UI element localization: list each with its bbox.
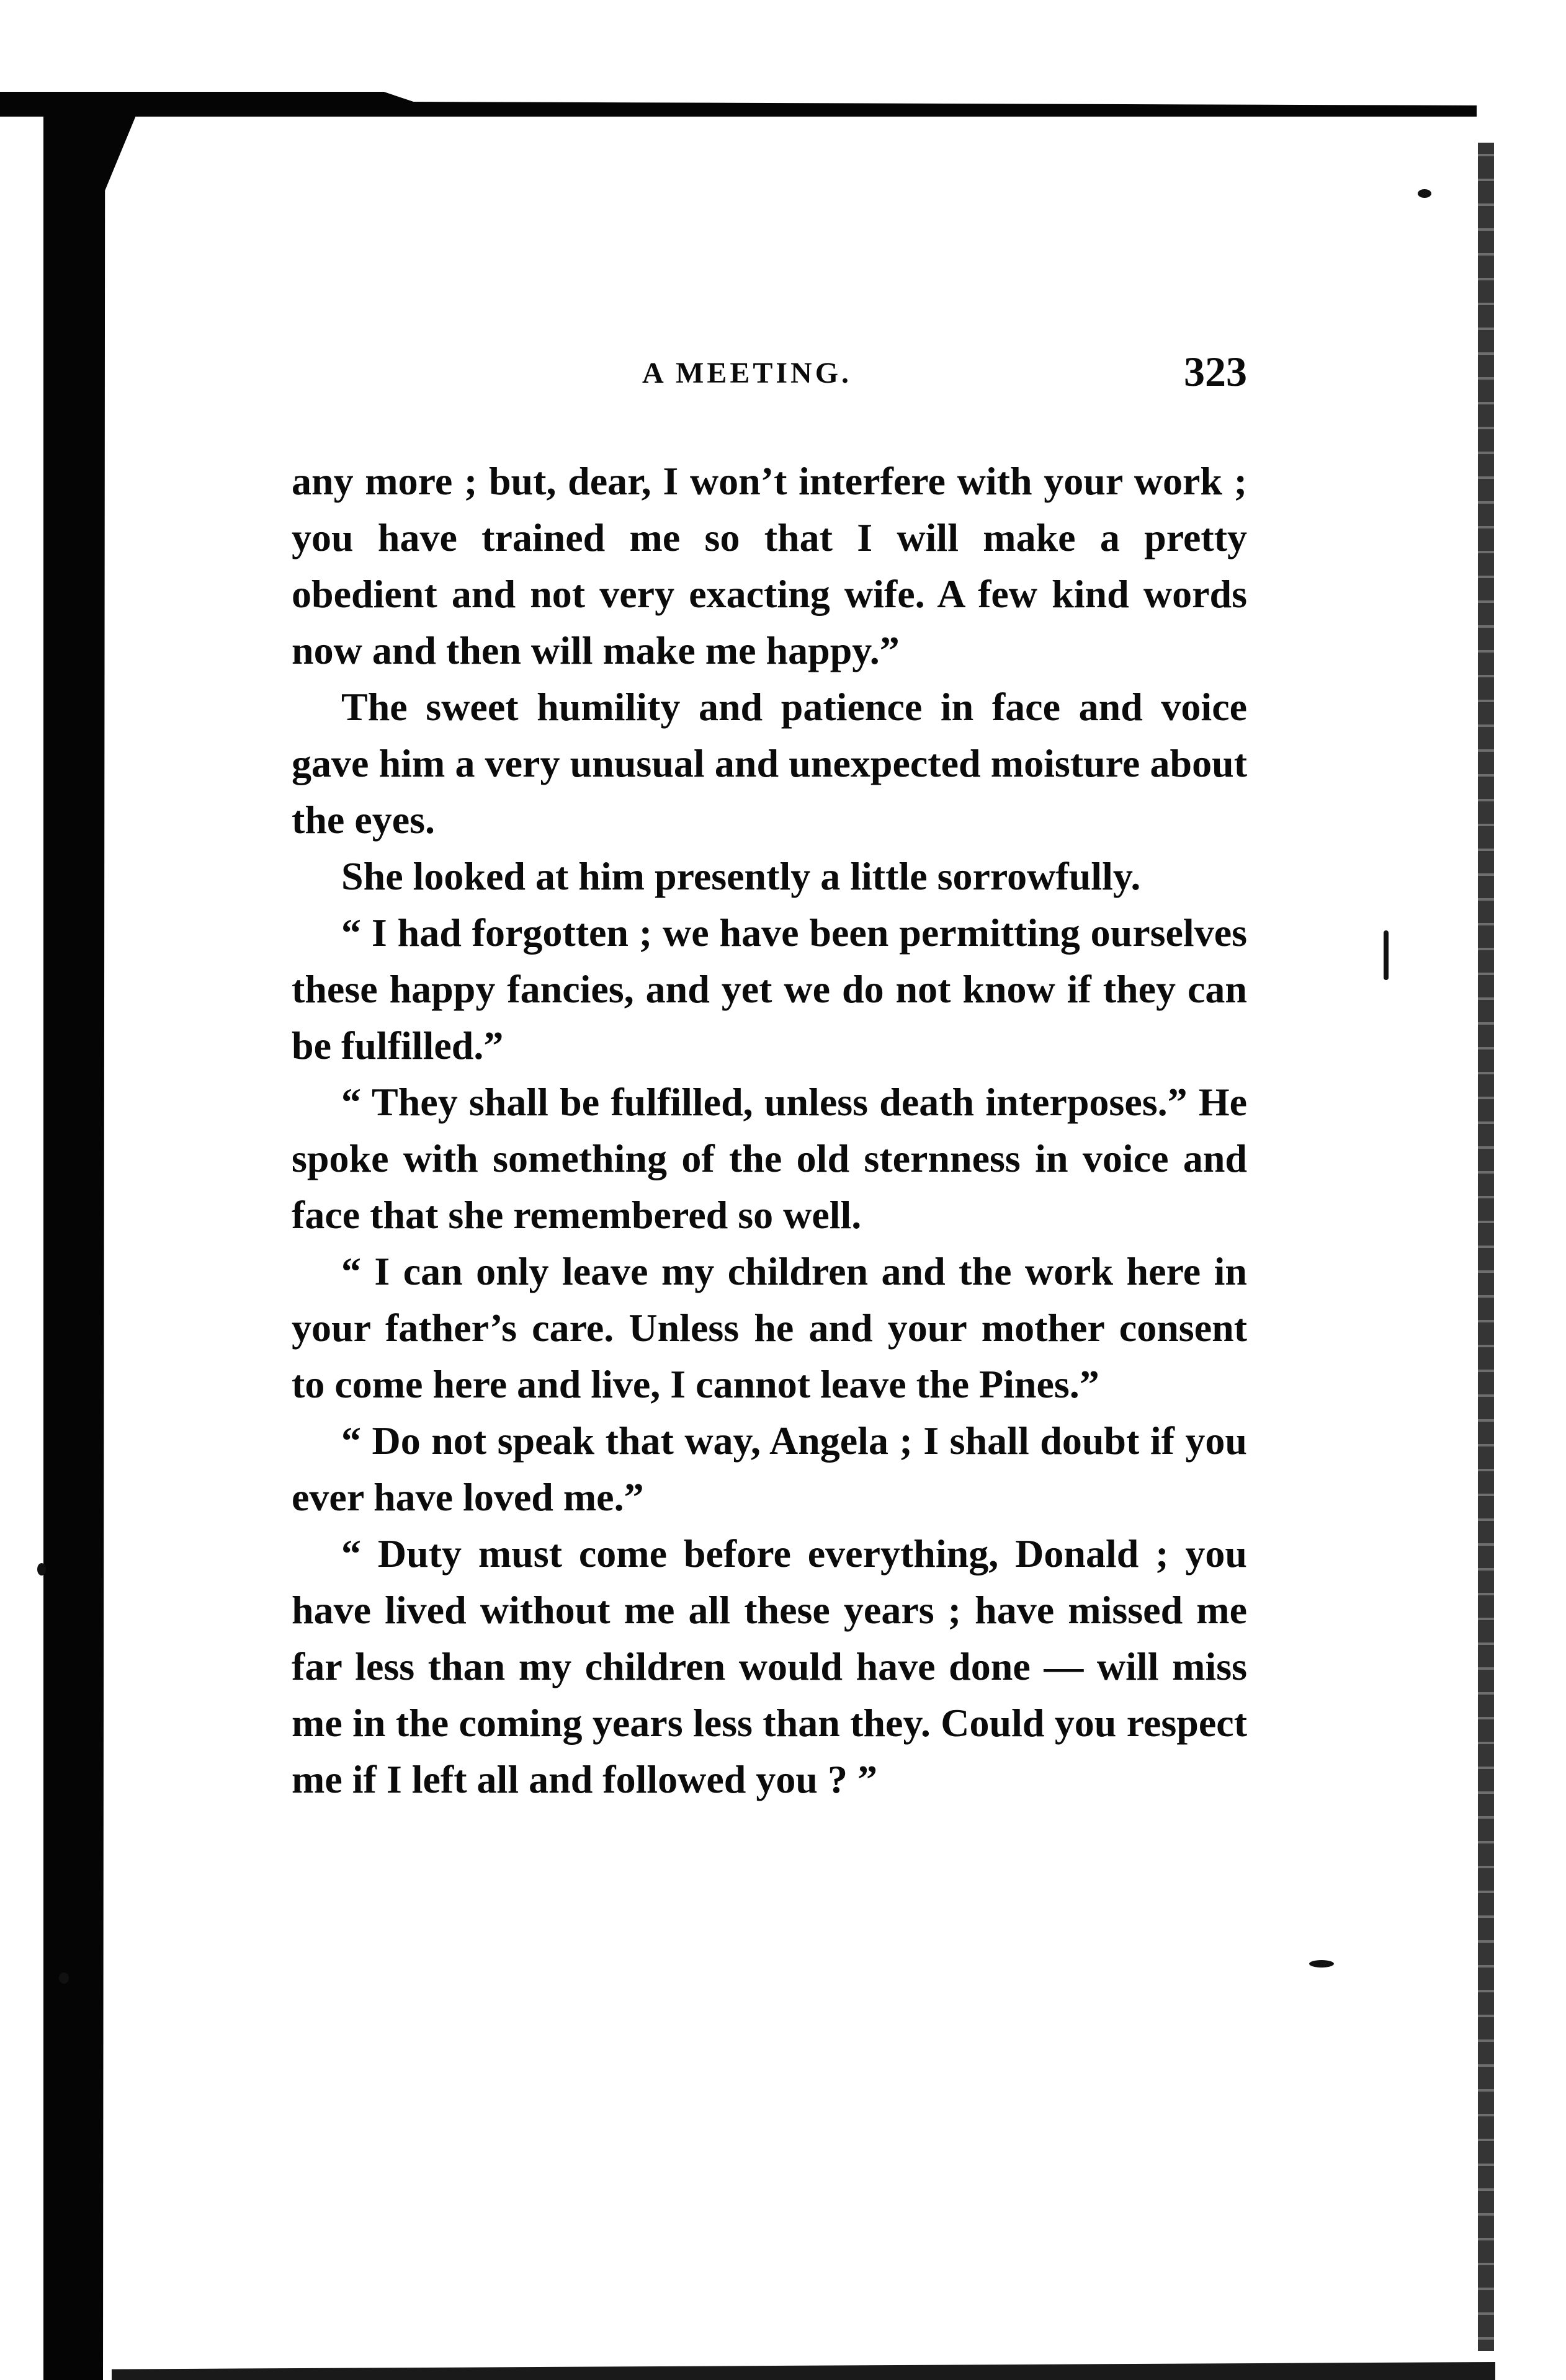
scan-border-top bbox=[0, 92, 1477, 117]
scan-speck bbox=[37, 1563, 46, 1576]
scan-speck bbox=[1309, 1960, 1334, 1968]
running-title: A MEETING. bbox=[642, 357, 852, 390]
scan-border-bottom bbox=[112, 2362, 1495, 2380]
paragraph: The sweet humility and patience in face and voice gave him a very unusual and unexpected moisture about the eyes. bbox=[292, 685, 1247, 842]
paragraph: She looked at him presently a little sorrowfully. bbox=[341, 854, 1141, 898]
scan-speck bbox=[1384, 930, 1389, 980]
scan-speck bbox=[59, 1972, 69, 1984]
paragraph: “ They shall be fulfilled, unless death interposes.” He spoke with something of the old sternness in voice and face that she remembered so well. bbox=[292, 1080, 1247, 1237]
running-head bbox=[295, 347, 1247, 403]
paragraph: “ Do not speak that way, Angela ; I shall doubt if you ever have loved me.” bbox=[292, 1419, 1247, 1519]
paragraph: “ I can only leave my children and the work here in your father’s care. Unless he and your mother consent to come here and live, I cannot leave the Pines.” bbox=[292, 1249, 1247, 1406]
page-number: 323 bbox=[1184, 348, 1247, 395]
body-text bbox=[292, 453, 1247, 1807]
scan-border-right bbox=[1478, 143, 1494, 2351]
paragraph: “ I had forgotten ; we have been permitting ourselves these happy fancies, and yet we do not know if they can be fulfilled.” bbox=[292, 911, 1247, 1067]
scan-speck bbox=[1418, 189, 1431, 198]
paragraph: “ Duty must come before everything, Donald ; you have lived without me all these years ; have missed me far less than my children would have done — will miss me in the coming years less than they. Could you respect me if I left all and followed you ? ” bbox=[292, 1531, 1247, 1801]
scan-border-left bbox=[43, 99, 143, 2380]
paragraph: any more ; but, dear, I won’t interfere with your work ; you have trained me so that I will make a pretty obedient and not very exacting wife. A few kind words now and then will make me happy.” bbox=[292, 459, 1247, 672]
